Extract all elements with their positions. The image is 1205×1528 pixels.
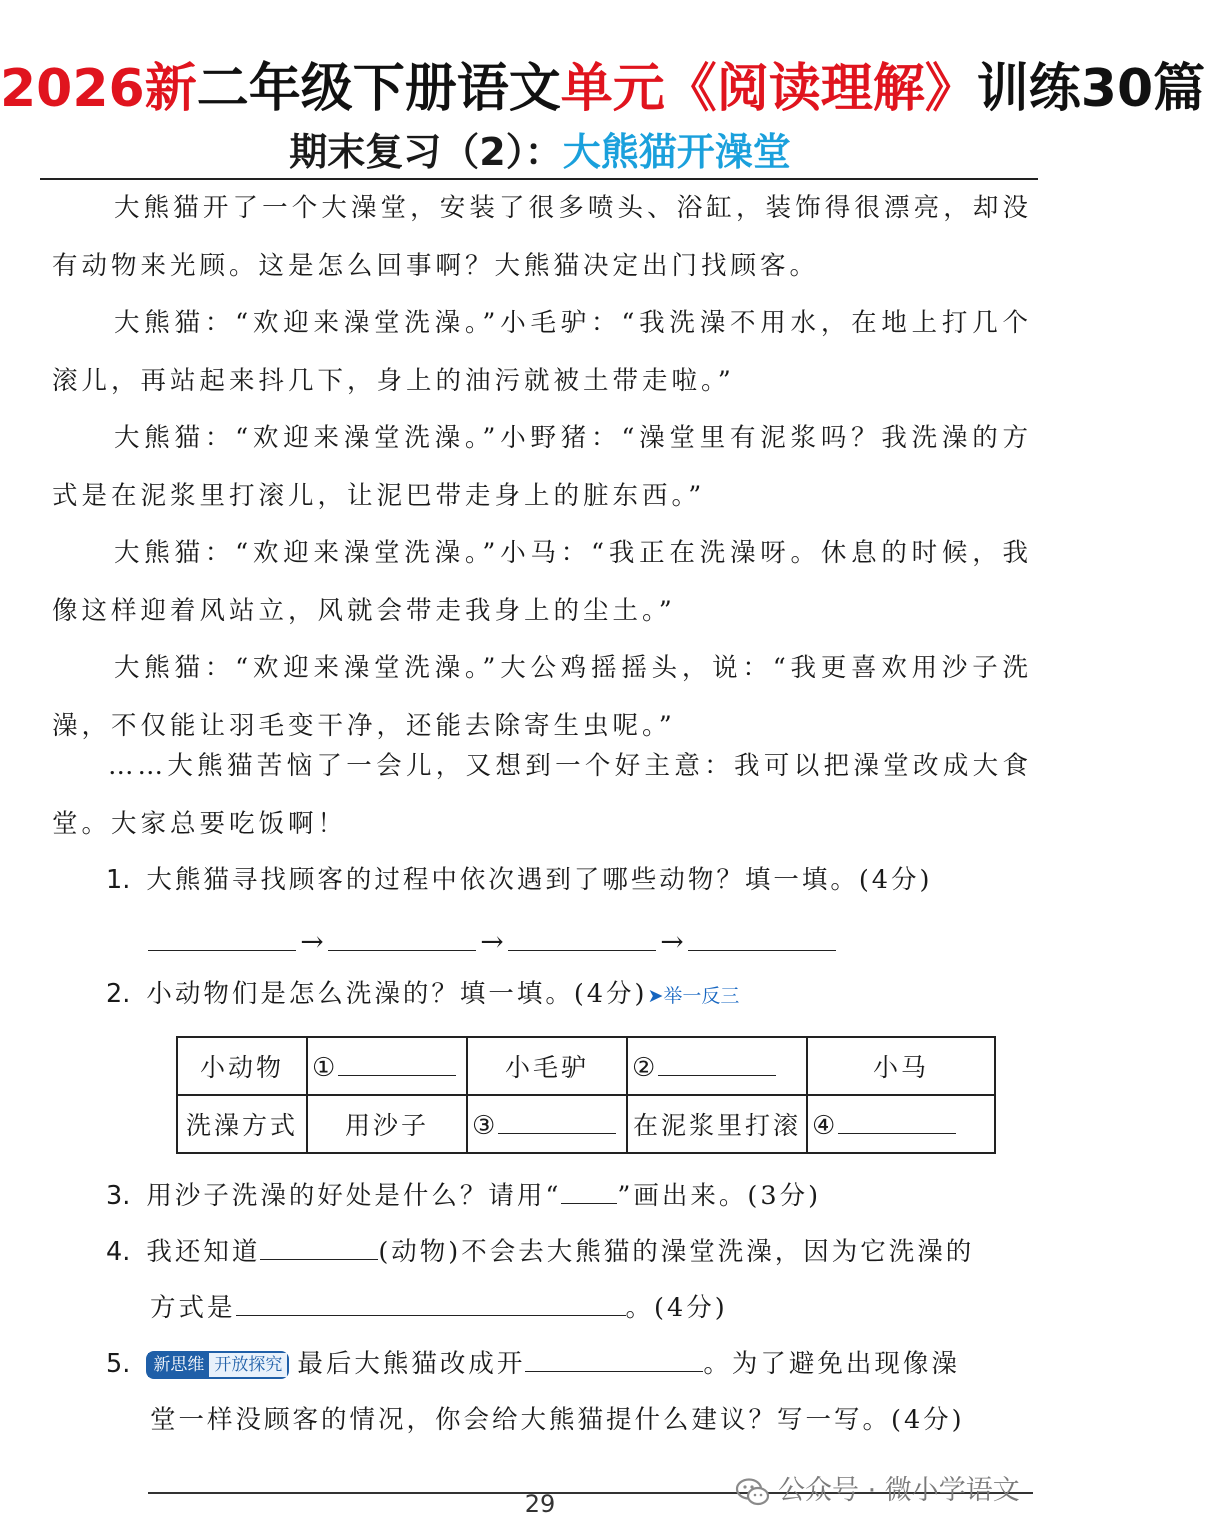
passage-paragraph-3: 大熊猫：“欢迎来澡堂洗澡。”小野猪：“澡堂里有泥浆吗？我洗澡的方式是在泥浆里打滚儿，让泥巴带走身上的脏东西。” [52,423,1032,511]
question-1-number: 1. [106,865,131,895]
table-cell-mud: 在泥浆里打滚 [627,1095,807,1153]
title-year: 2026 [0,59,145,119]
wechat-icon [736,1478,770,1506]
underline-sample [561,1175,617,1204]
answer-blank-animal-3[interactable] [508,916,656,951]
circle-number-2: ② [632,1053,659,1083]
question-1-text: 大熊猫寻找顾客的过程中依次遇到了哪些动物？填一填。(4分) [146,865,933,895]
table-cell-blank-2[interactable] [627,1037,807,1095]
table-cell-blank-4[interactable] [807,1095,995,1153]
table-row [177,1095,995,1153]
question-3-number: 3. [106,1181,131,1211]
document-title [0,54,1205,124]
question-4-line-2 [150,1280,1030,1336]
table-cell-sand: 用沙子 [307,1095,467,1153]
question-5-line-2: 堂一样没顾客的情况，你会给大熊猫提什么建议？写一写。(4分) [150,1405,965,1435]
question-4-text-b: (动物)不会去大熊猫的澡堂洗澡，因为它洗澡的 [378,1237,975,1267]
question-5 [106,1336,1036,1392]
question-1-answer-row [148,916,836,962]
answer-blank-way[interactable] [236,1285,626,1316]
title-train: 训练30篇 [976,59,1205,119]
circle-number-3: ③ [472,1111,499,1141]
question-4-text-c: 方式是 [150,1293,236,1323]
question-4-number: 4. [106,1237,131,1267]
badge-open-explore: 开放探究 [209,1353,287,1377]
table-header-method: 洗澡方式 [177,1095,307,1153]
question-5-text-b: 。为了避免出现像澡 [703,1349,960,1379]
arrow-icon: → [480,925,504,958]
title-unit: 单元《阅读理解》 [560,59,977,119]
table-cell-blank-1[interactable] [307,1037,467,1095]
passage-paragraph-1: 大熊猫开了一个大澡堂，安装了很多喷头、浴缸，装饰得很漂亮，却没有动物来光顾。这是怎么回事啊？大熊猫决定出门找顾客。 [52,193,1032,281]
title-grade: 二年级下册语文 [196,59,561,119]
document-subtitle [0,124,1080,180]
passage-paragraph-4: 大熊猫：“欢迎来澡堂洗澡。”小马：“我正在洗澡呀。休息的时候，我像这样迎着风站立，风就会带走我身上的尘土。” [52,538,1032,626]
answer-blank-animal[interactable] [260,1229,378,1260]
question-3-text-a: 用沙子洗澡的好处是什么？请用“ [146,1181,562,1211]
title-new: 新 [144,59,197,119]
question-2-number: 2. [106,979,131,1009]
subtitle-name: 大熊猫开澡堂 [562,130,791,174]
circle-number-1: ① [312,1053,339,1083]
arrow-icon: → [660,925,684,958]
question-2-text: 小动物们是怎么洗澡的？填一填。(4分) [146,979,648,1009]
circle-number-4: ④ [812,1111,839,1141]
question-3 [106,1168,1036,1224]
passage-paragraph-2: 大熊猫：“欢迎来澡堂洗澡。”小毛驴：“我洗澡不用水，在地上打几个滚儿，再站起来抖几下，身上的油污就被土带走啦。” [52,308,1032,396]
question-2 [106,966,1036,1024]
answer-blank-new-business[interactable] [525,1341,703,1372]
passage-paragraph-5: 大熊猫：“欢迎来澡堂洗澡。”大公鸡摇摇头，说：“我更喜欢用沙子洗澡，不仅能让羽毛变干净，还能去除寄生虫呢。” [52,653,1032,741]
answer-blank-3[interactable] [498,1107,616,1134]
page-number: 29 [524,1490,556,1518]
question-4-text-d: 。(4分) [625,1293,728,1323]
passage-paragraph-6: ……大熊猫苦恼了一会儿，又想到一个好主意：我可以把澡堂改成大食堂。大家总要吃饭啊！ [52,751,1032,839]
question-5-number: 5. [106,1349,131,1379]
table-cell-blank-3[interactable] [467,1095,627,1153]
question-5-badge [146,1351,289,1379]
question-4-text-a: 我还知道 [146,1237,261,1267]
question-5-text-a: 最后大熊猫改成开 [297,1349,526,1379]
arrow-icon: → [300,925,324,958]
subtitle-prefix: 期末复习（2）： [289,130,563,174]
question-1 [106,852,1036,908]
table-cell-horse: 小马 [807,1037,995,1095]
table-header-animal: 小动物 [177,1037,307,1095]
badge-new-thinking: 新思维 [148,1353,209,1377]
answer-blank-1[interactable] [338,1049,456,1076]
watermark [736,1468,1020,1507]
answer-blank-animal-1[interactable] [148,916,296,951]
question-3-text-b: ”画出来。(3分) [617,1181,822,1211]
answer-blank-animal-2[interactable] [328,916,476,951]
question-2-tag: ➤举一反三 [647,985,740,1007]
table-row [177,1037,995,1095]
answer-blank-animal-4[interactable] [688,916,836,951]
watermark-text: 公众号 · 微小学语文 [778,1475,1020,1506]
table-cell-donkey: 小毛驴 [467,1037,627,1095]
washing-method-table [176,1036,996,1154]
question-4 [106,1224,1036,1280]
answer-blank-4[interactable] [838,1107,956,1134]
answer-blank-2[interactable] [658,1049,776,1076]
